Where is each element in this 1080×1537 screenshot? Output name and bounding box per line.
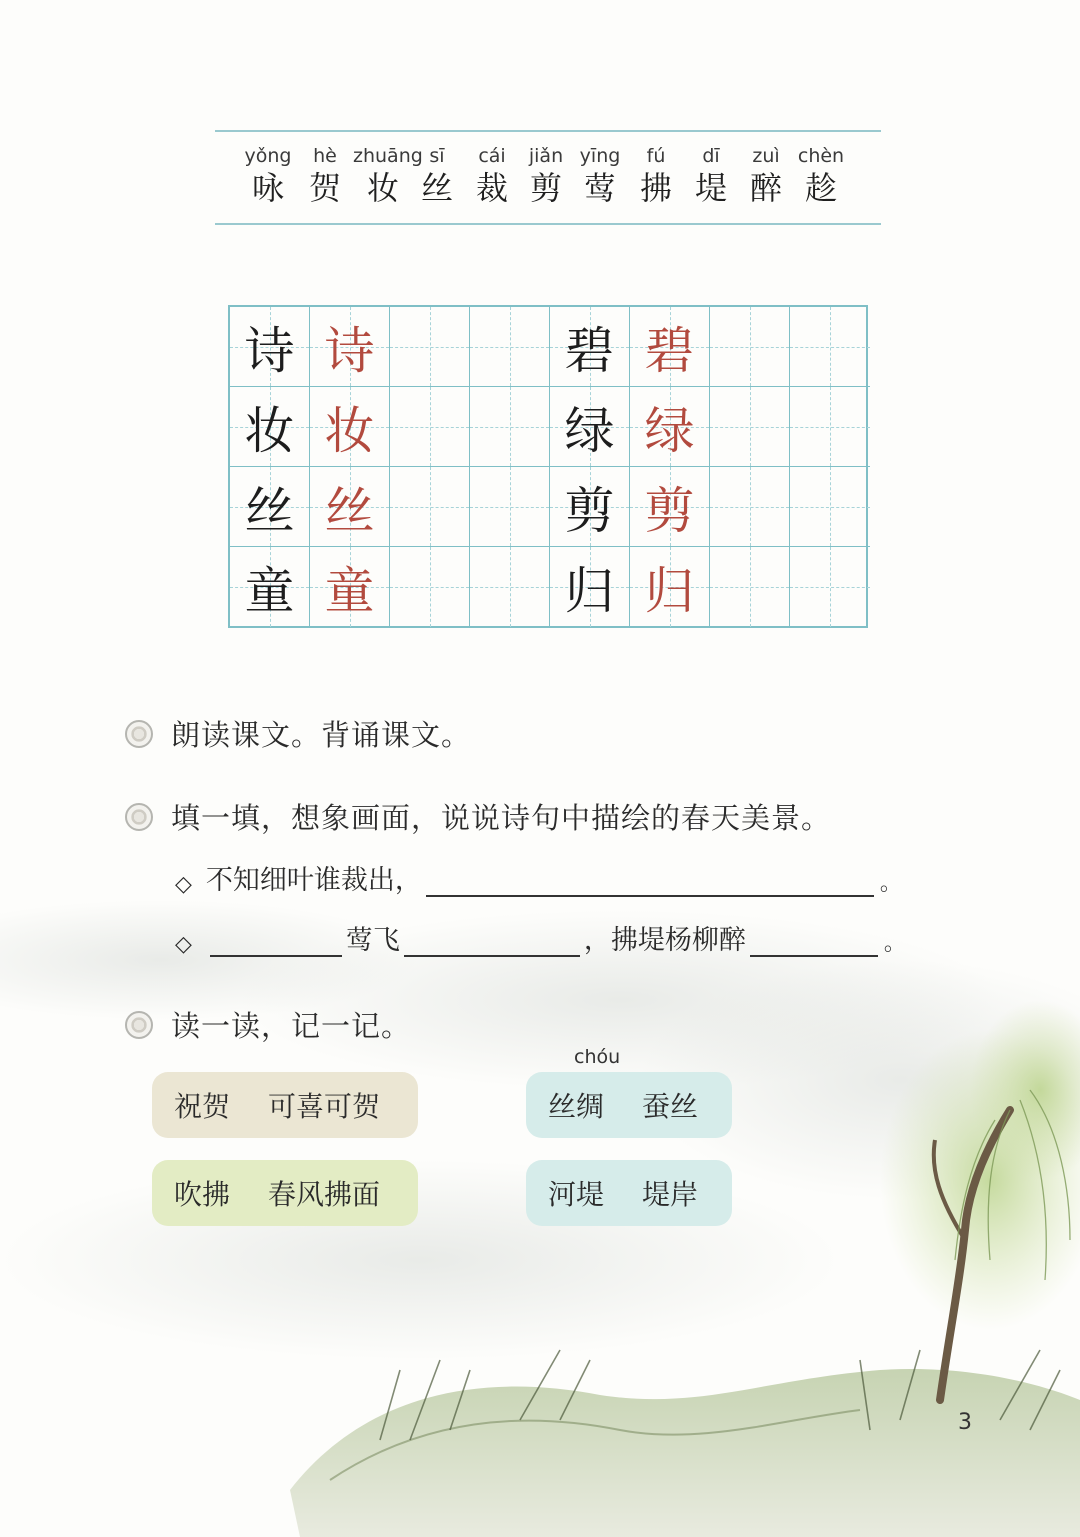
grid-cell[interactable] [470,467,550,547]
answer-blank[interactable] [750,925,878,957]
model-character: 剪 [564,481,615,540]
grid-cell[interactable] [790,467,870,547]
grid-cell [550,467,630,547]
vocab-item [295,144,355,208]
pinyin: yīng [579,145,621,167]
vocab-item [626,144,686,208]
hanzi: 醉 [749,169,782,207]
word: 蚕丝 [642,1090,699,1123]
grid-cell[interactable] [390,307,470,387]
trace-character: 碧 [644,321,695,380]
grid-cell [310,547,390,627]
vocab-item [516,144,576,208]
pinyin: fú [646,145,666,167]
period: 。 [883,931,906,956]
grid-cell [310,467,390,547]
hanzi: 拂 [639,169,672,207]
model-character: 绿 [564,401,615,460]
word-card [152,1160,418,1226]
pinyin: cái [478,145,506,167]
pinyin: yǒng [244,145,292,167]
exercise-fill-in [125,796,831,837]
poem-line-text: ，拂堤杨柳醉 [583,925,746,956]
grid-cell[interactable] [470,547,550,627]
grid-cell[interactable] [710,467,790,547]
grid-cell [630,387,710,467]
hanzi: 咏 [251,169,284,207]
grid-cell[interactable] [710,547,790,627]
pinyin: chèn [797,145,845,167]
trace-character: 童 [324,562,375,620]
grid-cell[interactable] [390,387,470,467]
hanzi: 剪 [529,169,562,207]
word-card [152,1072,418,1138]
model-character: 诗 [244,321,295,380]
word: 河堤 [548,1178,605,1211]
pinyin: sī [429,145,445,167]
grid-cell [630,307,710,387]
grid-cell [230,467,310,547]
word-card [526,1046,732,1138]
exercise-read-recite [125,713,471,754]
grid-cell [550,547,630,627]
model-character: 碧 [564,321,615,380]
trace-character: 绿 [644,401,695,460]
exercise-text: 填一填，想象画面，说说诗句中描绘的春天美景。 [171,801,832,835]
grid-cell [630,547,710,627]
model-character: 妆 [244,401,295,460]
grid-cell [230,307,310,387]
exercise-read-remember [125,1004,411,1045]
hanzi: 妆 [366,169,399,207]
fill-line-1 [175,858,902,897]
exercise-bullet-icon [125,720,153,748]
page-number: 3 [958,1410,972,1435]
exercise-bullet-icon [125,803,153,831]
grid-cell [630,467,710,547]
trace-character: 归 [644,562,695,620]
grid-cell [550,387,630,467]
grid-cell [230,387,310,467]
grid-cell[interactable] [710,307,790,387]
pinyin: jiǎn [528,145,564,167]
grid-cell [310,387,390,467]
model-character: 童 [244,562,295,620]
answer-blank[interactable] [404,925,580,957]
word: 堤岸 [642,1178,699,1211]
pinyin: dī [702,145,720,167]
period: 。 [879,871,902,896]
hanzi: 堤 [694,169,727,207]
trace-character: 诗 [324,321,375,380]
grid-cell[interactable] [710,387,790,467]
fill-line-2 [175,918,906,957]
grid-cell[interactable] [470,387,550,467]
ruby-pinyin: chóu [574,1046,621,1068]
hanzi: 裁 [475,169,508,207]
word: 可喜可贺 [268,1090,381,1123]
grid-cell[interactable] [790,307,870,387]
hanzi: 趁 [804,169,837,207]
word-card [526,1160,732,1226]
poem-line-text: 不知细叶谁裁出， [205,865,422,896]
word: 丝绸 [548,1090,605,1123]
hanzi: 贺 [308,169,341,207]
grid-cell [310,307,390,387]
word: 祝贺 [174,1090,231,1123]
hanzi: 莺 [583,169,616,207]
grid-cell[interactable] [790,387,870,467]
vocab-item [353,144,423,208]
pinyin: zuì [752,145,780,167]
model-character: 归 [564,562,615,620]
vocabulary-strip [215,130,881,225]
exercise-bullet-icon [125,1011,153,1039]
pinyin: hè [313,145,337,167]
vocab-item [570,144,630,208]
grid-cell[interactable] [470,307,550,387]
grid-cell [550,307,630,387]
answer-blank[interactable] [426,865,874,897]
trace-character: 丝 [324,481,375,540]
model-character: 丝 [244,481,295,540]
vocab-item [736,144,796,208]
grid-cell[interactable] [790,547,870,627]
pinyin: zhuāng [353,145,423,167]
vocab-item [462,144,522,208]
poem-line-text: 莺飞 [345,925,400,956]
writing-grid [228,305,868,628]
diamond-icon: ◇ [175,872,192,897]
grid-cell [230,547,310,627]
trace-character: 妆 [324,401,375,460]
word: 吹拂 [174,1178,231,1211]
trace-character: 剪 [644,481,695,540]
exercise-text: 读一读，记一记。 [171,1009,412,1043]
grid-cell[interactable] [390,467,470,547]
hanzi: 丝 [420,169,453,207]
vocab-item [681,144,741,208]
answer-blank[interactable] [210,925,342,957]
vocab-item [407,144,467,208]
vocab-item [238,144,298,208]
word: 春风拂面 [268,1178,381,1211]
diamond-icon: ◇ [175,932,192,957]
vocab-item [791,144,851,208]
grid-cell[interactable] [390,547,470,627]
exercise-text: 朗读课文。背诵课文。 [171,718,472,752]
